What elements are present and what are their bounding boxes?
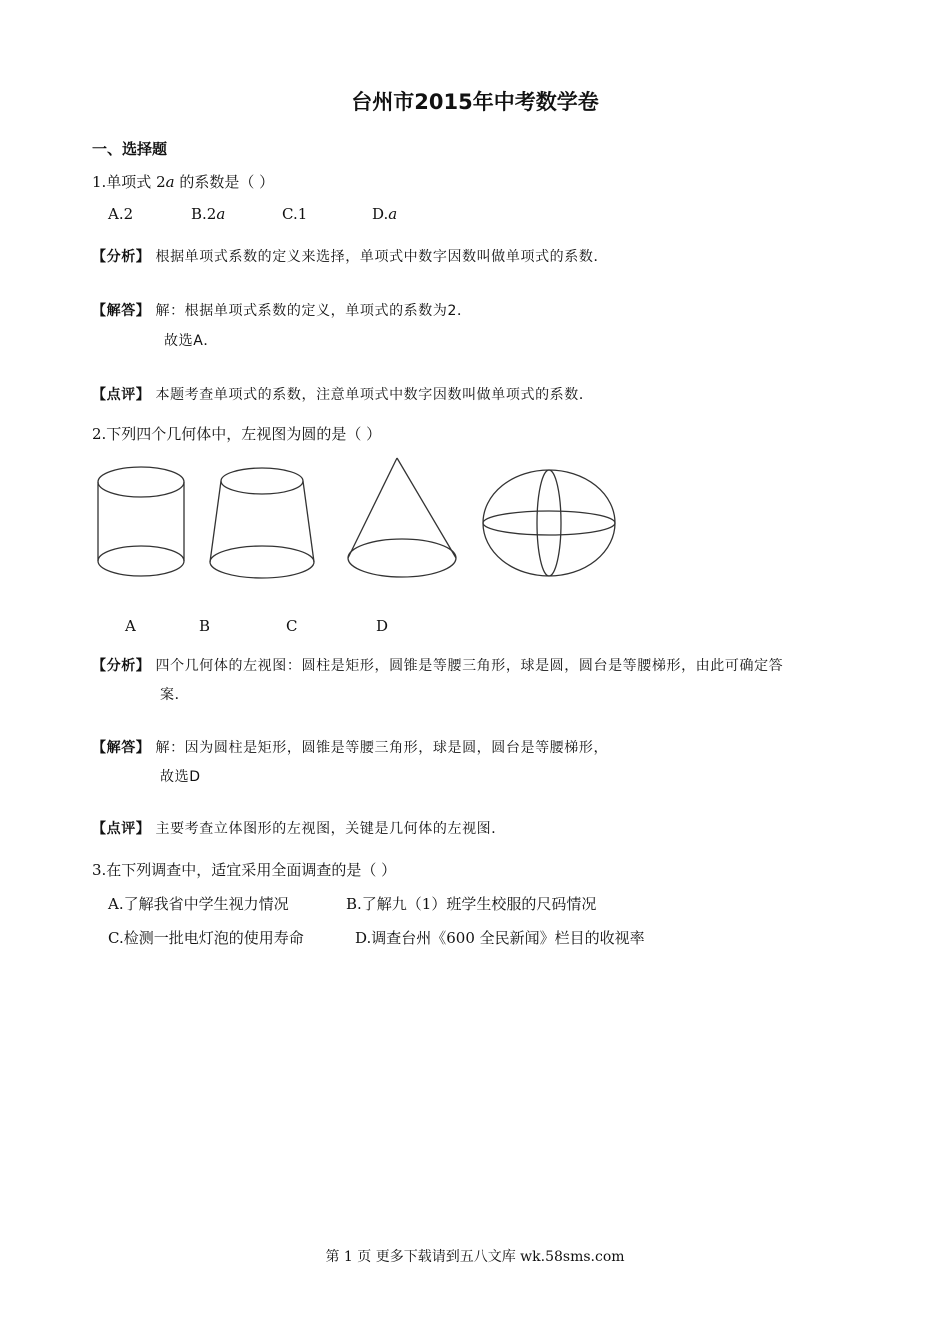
answer-text-line-1: 解：因为圆柱是矩形，圆锥是等腰三角形，球是圆，圆台是等腰梯形， — [155, 740, 609, 756]
frustum-bottom-ellipse — [210, 546, 314, 578]
option-b-variable: a — [216, 205, 226, 223]
cone-figure — [348, 458, 456, 577]
frustum-figure — [210, 468, 314, 578]
question-1-option-a: A.2 — [108, 205, 134, 223]
page-title: 台州市2015年中考数学卷 — [351, 90, 599, 114]
question-1-stem-suffix: 的系数是（ ） — [174, 173, 275, 191]
analysis-tag: 【分析】 — [92, 249, 151, 265]
question-3-option-a: A.了解我省中学生视力情况 — [108, 895, 289, 913]
page-footer: 第 1 页 更多下载请到五八文库 wk.58sms.com — [325, 1249, 625, 1265]
cone-left-edge — [348, 458, 397, 558]
question-2-answer — [92, 737, 608, 757]
frustum-top-ellipse — [221, 468, 303, 494]
question-1-stem-variable: a — [165, 173, 175, 191]
cylinder-figure — [98, 467, 184, 576]
question-2-answer-choice: 故选D — [160, 769, 201, 785]
option-d-prefix: D. — [372, 205, 389, 223]
question-3-option-c: C.检测一批电灯泡的使用寿命 — [108, 929, 304, 947]
sphere-equator — [483, 511, 615, 535]
comment-text: 主要考查立体图形的左视图，关键是几何体的左视图． — [155, 821, 506, 837]
cylinder-top-ellipse — [98, 467, 184, 497]
sphere-figure — [483, 470, 615, 576]
question-3-option-d: D.调查台州《600 全民新闻》栏目的收视率 — [355, 929, 645, 947]
question-3-stem: 3.在下列调查中，适宜采用全面调查的是（ ） — [92, 861, 397, 879]
question-3-option-b: B.了解九（1）班学生校服的尺码情况 — [346, 895, 597, 913]
question-1-stem-prefix: 1.单项式 2 — [92, 173, 166, 191]
comment-text: 本题考查单项式的系数，注意单项式中数字因数叫做单项式的系数． — [155, 387, 594, 403]
sphere-outline — [483, 470, 615, 576]
analysis-text: 根据单项式系数的定义来选择，单项式中数字因数叫做单项式的系数． — [155, 249, 609, 265]
question-2-comment — [92, 818, 506, 838]
sphere-meridian — [537, 470, 561, 576]
shape-label-b: B — [199, 617, 211, 635]
question-1-answer-choice: 故选A． — [164, 333, 218, 349]
option-d-variable: a — [388, 205, 398, 223]
frustum-left-edge — [210, 481, 221, 562]
question-1-option-c: C.1 — [282, 205, 308, 223]
question-2-stem: 2.下列四个几何体中，左视图为圆的是（ ） — [92, 425, 382, 443]
cone-base-ellipse — [348, 539, 456, 577]
analysis-text-line-1: 四个几何体的左视图：圆柱是矩形，圆锥是等腰三角形，球是圆，圆台是等腰梯形，由此可确定答 — [155, 658, 784, 674]
question-1-option-d — [372, 205, 397, 223]
geometric-solids-figure — [90, 450, 690, 590]
option-b-prefix: B.2 — [191, 205, 217, 223]
question-1-answer — [92, 300, 472, 320]
answer-tag: 【解答】 — [92, 740, 151, 756]
section-heading: 一、选择题 — [92, 140, 168, 158]
answer-tag: 【解答】 — [92, 303, 151, 319]
shape-label-a: A — [125, 617, 136, 635]
question-1-option-b — [191, 205, 225, 223]
shape-label-d: D — [376, 617, 389, 635]
question-1-analysis — [92, 246, 608, 266]
question-2-analysis-cont: 案． — [160, 687, 190, 703]
shape-label-c: C — [286, 617, 298, 635]
question-2-analysis — [92, 655, 783, 675]
cone-right-edge — [397, 458, 456, 558]
cylinder-bottom-ellipse — [98, 546, 184, 576]
analysis-tag: 【分析】 — [92, 658, 151, 674]
question-1-stem — [92, 171, 274, 192]
comment-tag: 【点评】 — [92, 387, 151, 403]
comment-tag: 【点评】 — [92, 821, 151, 837]
question-1-comment — [92, 384, 593, 404]
frustum-right-edge — [303, 481, 314, 562]
answer-text-line-1: 解：根据单项式系数的定义，单项式的系数为2． — [155, 303, 472, 319]
